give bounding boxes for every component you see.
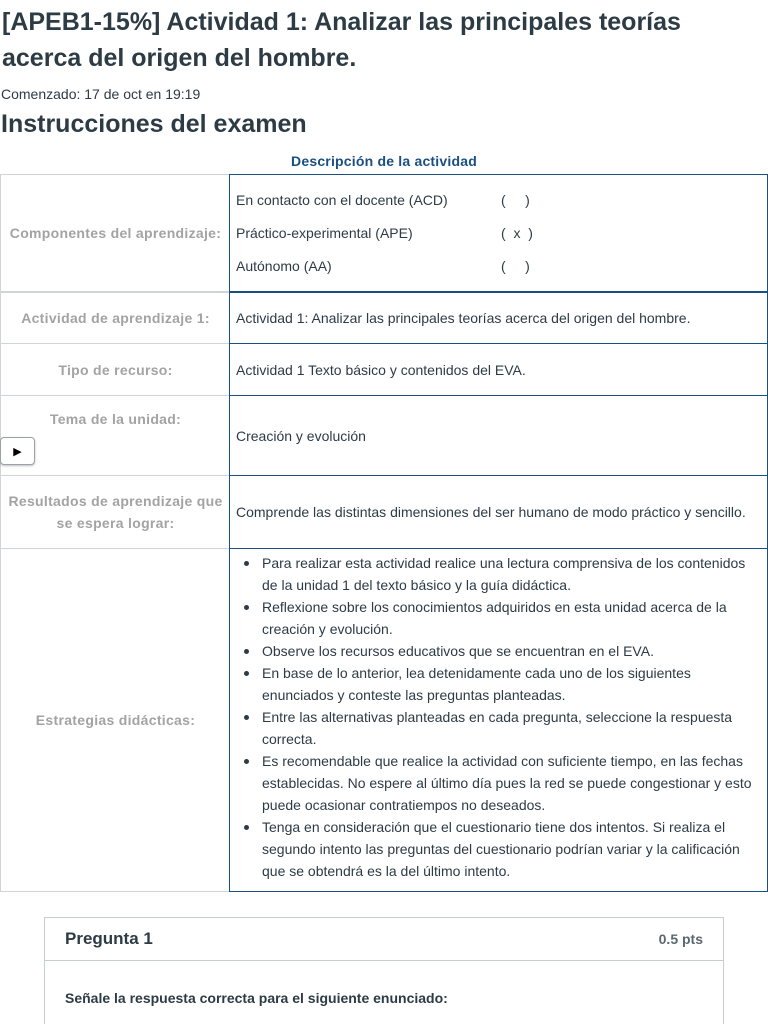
component-mark: ( ) [501, 192, 530, 208]
resource-label: Tipo de recurso: [0, 343, 230, 396]
component-item [236, 255, 533, 277]
question-points: 0.5 pts [658, 931, 703, 947]
list-item: Entre las alternativas planteadas en cada pregunta, seleccione la respuesta correcta. [238, 706, 761, 750]
topic-value: Creación y evolución [229, 395, 768, 476]
page-title: [APEB1-15%] Actividad 1: Analizar las principales teorías acerca del origen del hombre. [2, 8, 681, 72]
started-timestamp: Comenzado: 17 de oct en 19:19 [1, 86, 201, 102]
strategies-cell [229, 548, 768, 892]
list-item: Tenga en consideración que el cuestionario tiene dos intentos. Si realiza el segundo intento las preguntas del cuestionario podrían variar y la calificación que se obtendrá es la del último intento. [238, 816, 761, 882]
topic-label: Tema de la unidad: [0, 395, 230, 476]
results-value: Comprende las distintas dimensiones del ser humano de modo práctico y sencillo. [229, 475, 768, 549]
list-item: Observe los recursos educativos que se encuentran en el EVA. [238, 640, 761, 662]
results-label: Resultados de aprendizaje que se espera lograr: [0, 475, 230, 549]
play-button[interactable] [0, 437, 35, 465]
question-header [45, 918, 723, 961]
component-name: Autónomo (AA) [236, 258, 332, 274]
component-name: Práctico-experimental (APE) [236, 225, 413, 241]
strategies-label: Estrategias didácticas: [0, 548, 230, 892]
components-list [236, 189, 533, 277]
list-item: Es recomendable que realice la actividad con suficiente tiempo, en las fechas establecidas. No espere al último día pues la red se puede congestionar y esto puede ocasionar contratiempos no deseados. [238, 750, 761, 816]
component-name: En contacto con el docente (ACD) [236, 192, 448, 208]
instructions-heading: Instrucciones del examen [1, 110, 307, 138]
component-mark: ( x ) [501, 225, 533, 241]
activity-value: Actividad 1: Analizar las principales teorías acerca del origen del hombre. [229, 292, 768, 344]
strategies-list [230, 552, 761, 882]
question-title: Pregunta 1 [65, 929, 153, 948]
component-mark: ( ) [501, 258, 530, 274]
list-item: Para realizar esta actividad realice una lectura comprensiva de los contenidos de la unidad 1 del texto básico y la guía didáctica. [238, 552, 761, 596]
activity-description-caption: Descripción de la actividad [291, 153, 477, 169]
resource-value: Actividad 1 Texto básico y contenidos del EVA. [229, 343, 768, 396]
components-label: Componentes del aprendizaje: [0, 174, 230, 292]
activity-label: Actividad de aprendizaje 1: [0, 292, 230, 344]
question-card [44, 917, 724, 1024]
question-text: Señale la respuesta correcta para el siguiente enunciado: [65, 990, 448, 1006]
components-cell [229, 174, 768, 292]
list-item: Reflexione sobre los conocimientos adquiridos en esta unidad acerca de la creación y evolución. [238, 596, 761, 640]
list-item: En base de lo anterior, lea detenidamente cada uno de los siguientes enunciados y conteste las preguntas planteadas. [238, 662, 761, 706]
component-item [236, 222, 533, 244]
component-item [236, 189, 533, 211]
play-icon: ▶ [13, 445, 22, 458]
